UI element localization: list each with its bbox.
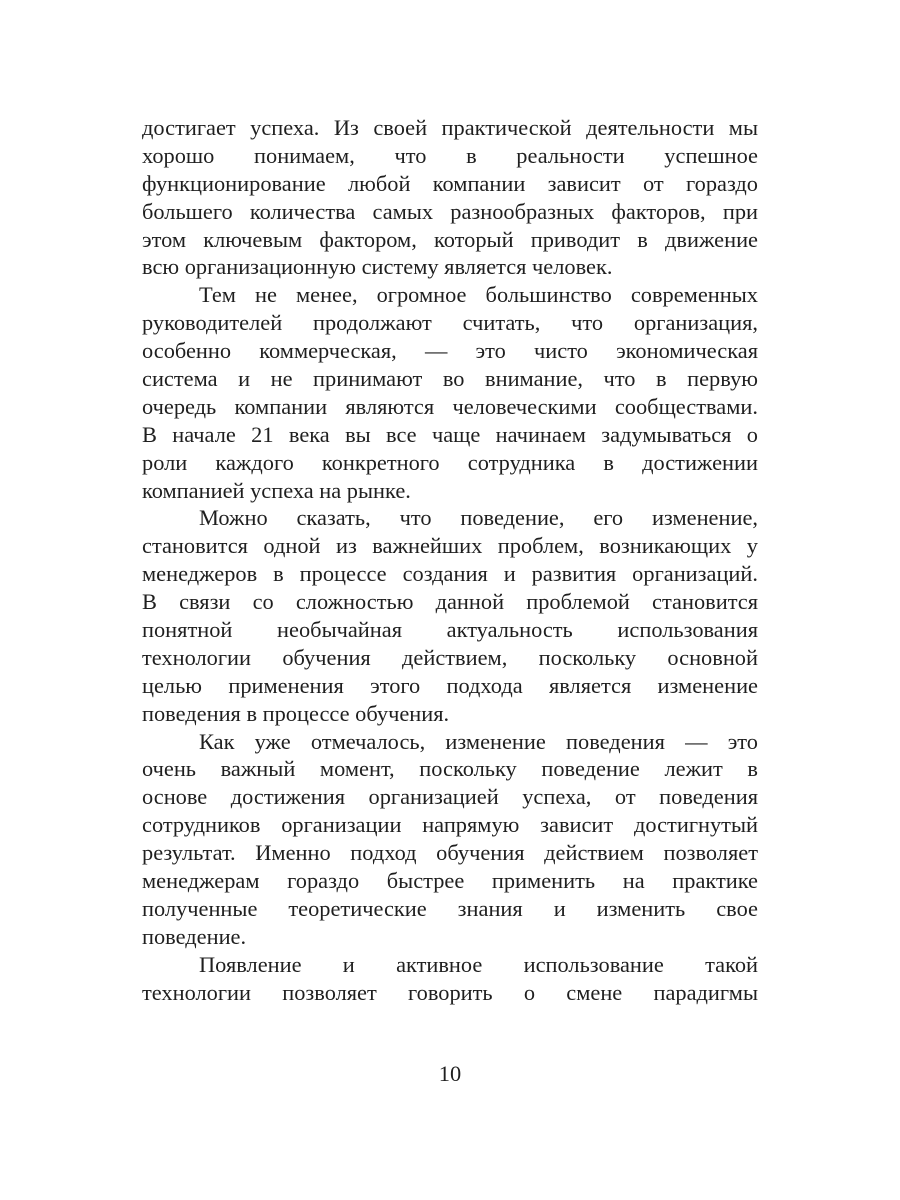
text-line: результат. Именно подход обучения действием позволяет xyxy=(142,840,758,866)
text-line: очередь компании являются человеческими сообществами. xyxy=(142,393,758,419)
page-number: 10 xyxy=(438,1061,462,1086)
text-line: Как уже отмечалось, изменение поведения — это xyxy=(199,728,758,754)
text-line: Тем не менее, огромное большинство современных xyxy=(199,282,758,308)
text-line: роли каждого конкретного сотрудника в достижении xyxy=(142,449,758,475)
text-line: достигает успеха. Из своей практической деятельности мы xyxy=(142,115,758,140)
text-line: Появление и активное использование такой xyxy=(199,951,758,977)
text-line: целью применения этого подхода является изменение xyxy=(142,672,758,698)
text-line: этом ключевым фактором, который приводит в движение xyxy=(142,226,758,252)
text-line: основе достижения организацией успеха, от поведения xyxy=(142,784,758,810)
text-line: становится одной из важнейших проблем, возникающих у xyxy=(142,533,758,559)
text-line: технологии обучения действием, поскольку основной xyxy=(142,644,758,670)
text-line: поведение. xyxy=(142,923,247,949)
text-line: технологии позволяет говорить о смене парадигмы xyxy=(142,979,758,1005)
paragraph xyxy=(142,281,758,504)
text-line: функционирование любой компании зависит от гораздо xyxy=(142,170,758,196)
text-line: менеджерам гораздо быстрее применить на практике xyxy=(142,868,758,894)
text-line: менеджеров в процессе создания и развития организаций. xyxy=(142,561,758,587)
text-line: В связи со сложностью данной проблемой становится xyxy=(142,589,758,615)
paragraph xyxy=(142,728,758,951)
text-line: поведения в процессе обучения. xyxy=(142,700,450,726)
text-line: большего количества самых разнообразных факторов, при xyxy=(142,198,758,224)
text-line: хорошо понимаем, что в реальности успешное xyxy=(142,142,758,168)
paragraph xyxy=(142,504,758,727)
text-line: понятной необычайная актуальность использования xyxy=(142,617,758,643)
text-line: полученные теоретические знания и изменить свое xyxy=(142,895,758,921)
paragraph xyxy=(142,114,758,281)
text-line: Можно сказать, что поведение, его изменение, xyxy=(199,505,758,531)
text-line: руководителей продолжают считать, что организация, xyxy=(142,310,758,336)
text-line: всю организационную систему является человек. xyxy=(142,254,613,280)
text-line: компанией успеха на рынке. xyxy=(142,477,411,503)
text-line: В начале 21 века вы все чаще начинаем задумываться о xyxy=(142,421,758,447)
text-line: система и не принимают во внимание, что в первую xyxy=(142,366,758,392)
paragraph xyxy=(142,951,758,1007)
text-line: очень важный момент, поскольку поведение лежит в xyxy=(142,756,758,782)
text-line: особенно коммерческая, — это чисто экономическая xyxy=(142,338,758,364)
text-line: сотрудников организации напрямую зависит достигнутый xyxy=(142,812,758,838)
body-text xyxy=(142,114,758,1007)
